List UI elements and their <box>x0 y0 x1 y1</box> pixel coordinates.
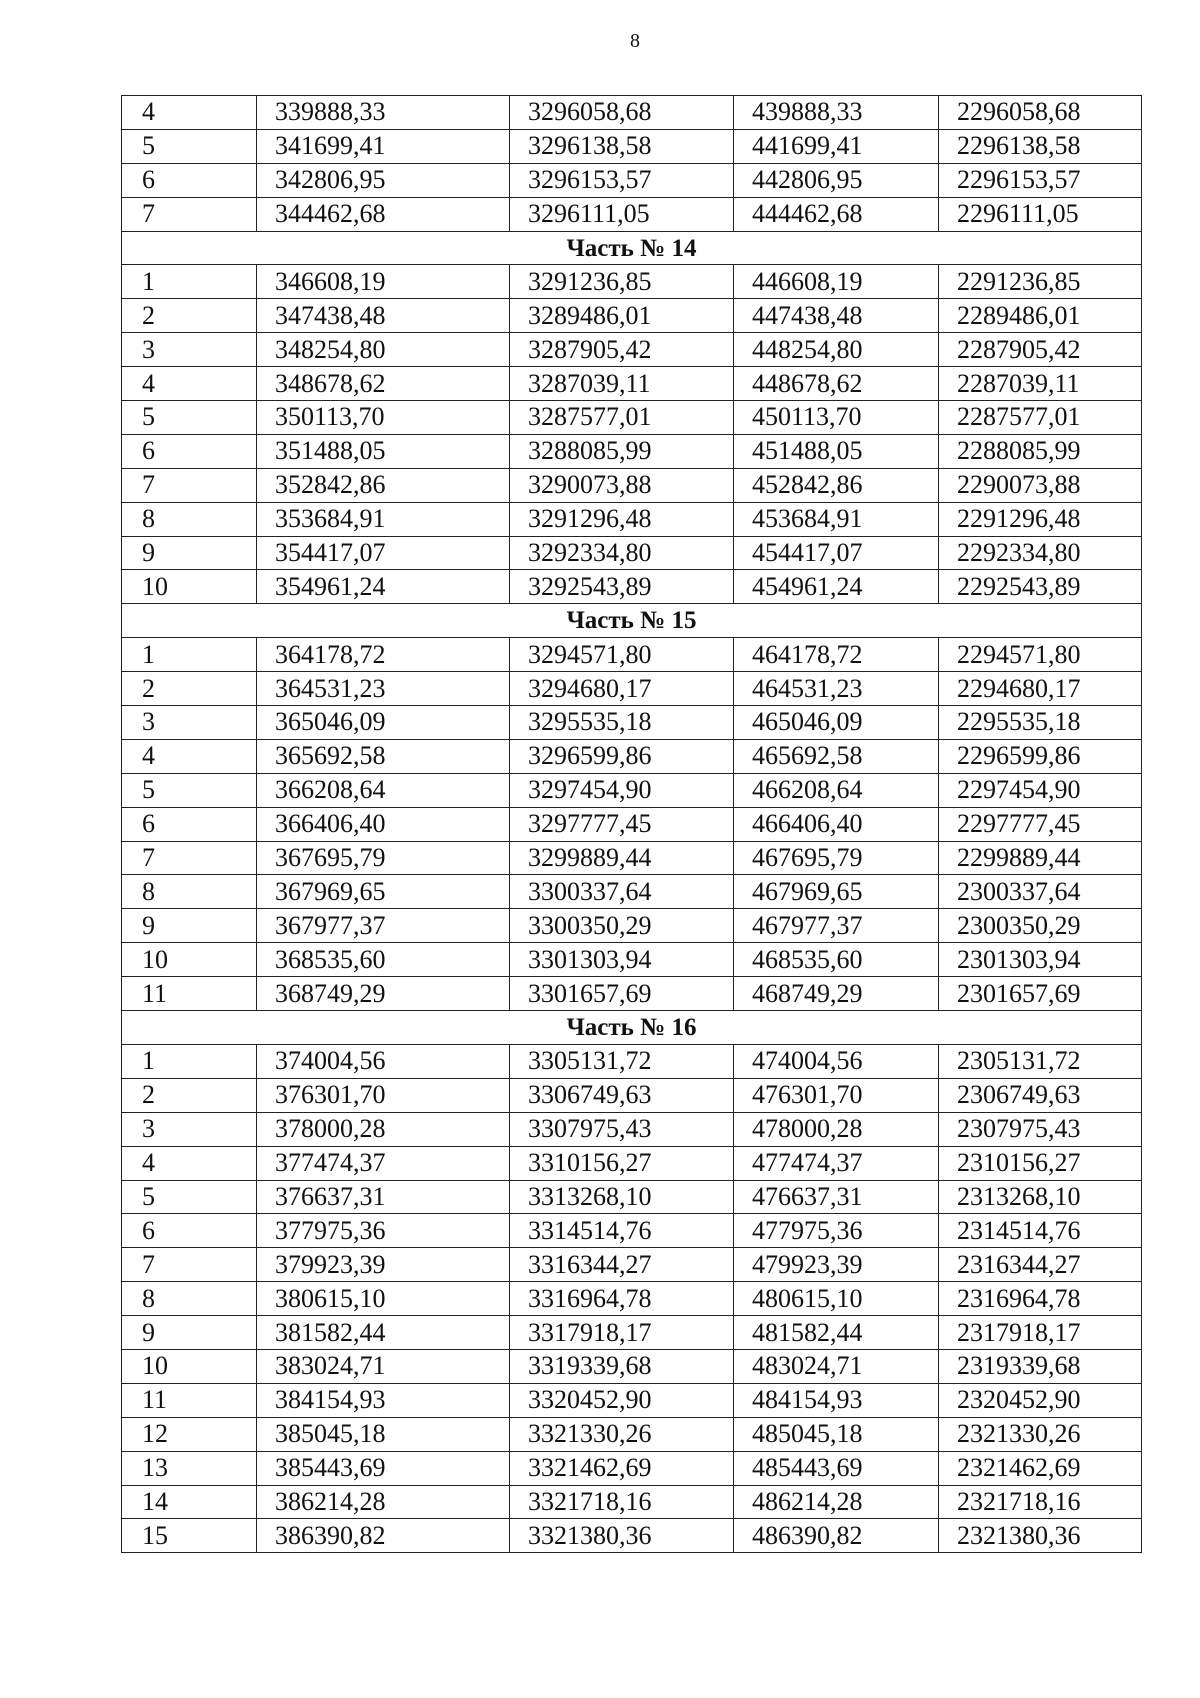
y-coordinate-cell: 3317918,17 <box>510 1316 734 1350</box>
y-coordinate-cell: 3297454,90 <box>510 773 734 807</box>
y2-coordinate-cell: 2300337,64 <box>939 875 1142 909</box>
y-coordinate-cell: 3287905,42 <box>510 333 734 367</box>
x-coordinate-cell: 367969,65 <box>257 875 510 909</box>
y2-coordinate-cell: 2321380,36 <box>939 1519 1142 1553</box>
table-row <box>122 401 1142 435</box>
x-coordinate-cell: 368535,60 <box>257 943 510 977</box>
x-coordinate-cell: 367695,79 <box>257 841 510 875</box>
y-coordinate-cell: 3294680,17 <box>510 672 734 706</box>
y2-coordinate-cell: 2301657,69 <box>939 977 1142 1011</box>
section-heading: Часть № 15 <box>122 604 1142 638</box>
point-number-cell: 6 <box>122 807 257 841</box>
point-number-cell: 3 <box>122 706 257 740</box>
y2-coordinate-cell: 2296599,86 <box>939 739 1142 773</box>
table-row <box>122 706 1142 740</box>
x2-coordinate-cell: 485443,69 <box>734 1451 939 1485</box>
y-coordinate-cell: 3296058,68 <box>510 96 734 130</box>
x2-coordinate-cell: 467695,79 <box>734 841 939 875</box>
x2-coordinate-cell: 481582,44 <box>734 1316 939 1350</box>
x2-coordinate-cell: 439888,33 <box>734 96 939 130</box>
y2-coordinate-cell: 2296058,68 <box>939 96 1142 130</box>
y2-coordinate-cell: 2297454,90 <box>939 773 1142 807</box>
y-coordinate-cell: 3314514,76 <box>510 1214 734 1248</box>
y-coordinate-cell: 3319339,68 <box>510 1349 734 1383</box>
x2-coordinate-cell: 466406,40 <box>734 807 939 841</box>
y-coordinate-cell: 3292543,89 <box>510 570 734 604</box>
x2-coordinate-cell: 480615,10 <box>734 1282 939 1316</box>
point-number-cell: 6 <box>122 434 257 468</box>
y-coordinate-cell: 3291296,48 <box>510 502 734 536</box>
y2-coordinate-cell: 2321462,69 <box>939 1451 1142 1485</box>
y2-coordinate-cell: 2310156,27 <box>939 1146 1142 1180</box>
x2-coordinate-cell: 468535,60 <box>734 943 939 977</box>
x-coordinate-cell: 353684,91 <box>257 502 510 536</box>
table-row <box>122 1316 1142 1350</box>
point-number-cell: 2 <box>122 299 257 333</box>
y2-coordinate-cell: 2317918,17 <box>939 1316 1142 1350</box>
y-coordinate-cell: 3295535,18 <box>510 706 734 740</box>
x-coordinate-cell: 384154,93 <box>257 1383 510 1417</box>
x-coordinate-cell: 376637,31 <box>257 1180 510 1214</box>
x2-coordinate-cell: 448678,62 <box>734 367 939 401</box>
x-coordinate-cell: 342806,95 <box>257 163 510 197</box>
section-heading: Часть № 14 <box>122 231 1142 265</box>
y2-coordinate-cell: 2294571,80 <box>939 638 1142 672</box>
point-number-cell: 15 <box>122 1519 257 1553</box>
x-coordinate-cell: 364178,72 <box>257 638 510 672</box>
point-number-cell: 13 <box>122 1451 257 1485</box>
table-row <box>122 807 1142 841</box>
x2-coordinate-cell: 454961,24 <box>734 570 939 604</box>
y-coordinate-cell: 3292334,80 <box>510 536 734 570</box>
x-coordinate-cell: 339888,33 <box>257 96 510 130</box>
table-row <box>122 1519 1142 1553</box>
x-coordinate-cell: 365692,58 <box>257 739 510 773</box>
table-row <box>122 977 1142 1011</box>
x2-coordinate-cell: 479923,39 <box>734 1248 939 1282</box>
x2-coordinate-cell: 483024,71 <box>734 1349 939 1383</box>
x2-coordinate-cell: 452842,86 <box>734 468 939 502</box>
y2-coordinate-cell: 2319339,68 <box>939 1349 1142 1383</box>
y-coordinate-cell: 3289486,01 <box>510 299 734 333</box>
y2-coordinate-cell: 2291236,85 <box>939 265 1142 299</box>
point-number-cell: 10 <box>122 943 257 977</box>
x2-coordinate-cell: 486390,82 <box>734 1519 939 1553</box>
section-heading-row <box>122 231 1142 265</box>
table-row <box>122 773 1142 807</box>
y-coordinate-cell: 3321380,36 <box>510 1519 734 1553</box>
x2-coordinate-cell: 464531,23 <box>734 672 939 706</box>
point-number-cell: 3 <box>122 1112 257 1146</box>
table-row <box>122 129 1142 163</box>
x-coordinate-cell: 378000,28 <box>257 1112 510 1146</box>
y2-coordinate-cell: 2320452,90 <box>939 1383 1142 1417</box>
table-row <box>122 1485 1142 1519</box>
point-number-cell: 1 <box>122 638 257 672</box>
table-row <box>122 197 1142 231</box>
y2-coordinate-cell: 2300350,29 <box>939 909 1142 943</box>
point-number-cell: 5 <box>122 1180 257 1214</box>
section-heading-row <box>122 604 1142 638</box>
x2-coordinate-cell: 467969,65 <box>734 875 939 909</box>
table-row <box>122 367 1142 401</box>
y2-coordinate-cell: 2299889,44 <box>939 841 1142 875</box>
table-row <box>122 434 1142 468</box>
x-coordinate-cell: 368749,29 <box>257 977 510 1011</box>
table-row <box>122 672 1142 706</box>
y2-coordinate-cell: 2321718,16 <box>939 1485 1142 1519</box>
table-row <box>122 1349 1142 1383</box>
y2-coordinate-cell: 2316344,27 <box>939 1248 1142 1282</box>
y-coordinate-cell: 3290073,88 <box>510 468 734 502</box>
point-number-cell: 9 <box>122 1316 257 1350</box>
y2-coordinate-cell: 2296111,05 <box>939 197 1142 231</box>
table-row <box>122 909 1142 943</box>
table-row <box>122 1451 1142 1485</box>
point-number-cell: 2 <box>122 672 257 706</box>
y-coordinate-cell: 3300337,64 <box>510 875 734 909</box>
y2-coordinate-cell: 2289486,01 <box>939 299 1142 333</box>
x2-coordinate-cell: 450113,70 <box>734 401 939 435</box>
point-number-cell: 4 <box>122 1146 257 1180</box>
table-row <box>122 163 1142 197</box>
y2-coordinate-cell: 2288085,99 <box>939 434 1142 468</box>
point-number-cell: 9 <box>122 536 257 570</box>
x-coordinate-cell: 341699,41 <box>257 129 510 163</box>
x-coordinate-cell: 344462,68 <box>257 197 510 231</box>
y-coordinate-cell: 3296153,57 <box>510 163 734 197</box>
table-row <box>122 1417 1142 1451</box>
x-coordinate-cell: 347438,48 <box>257 299 510 333</box>
table-row <box>122 875 1142 909</box>
x2-coordinate-cell: 464178,72 <box>734 638 939 672</box>
x-coordinate-cell: 348678,62 <box>257 367 510 401</box>
y-coordinate-cell: 3291236,85 <box>510 265 734 299</box>
x-coordinate-cell: 385045,18 <box>257 1417 510 1451</box>
point-number-cell: 7 <box>122 468 257 502</box>
y-coordinate-cell: 3296599,86 <box>510 739 734 773</box>
y-coordinate-cell: 3306749,63 <box>510 1078 734 1112</box>
point-number-cell: 7 <box>122 1248 257 1282</box>
point-number-cell: 6 <box>122 163 257 197</box>
x2-coordinate-cell: 442806,95 <box>734 163 939 197</box>
y-coordinate-cell: 3320452,90 <box>510 1383 734 1417</box>
x2-coordinate-cell: 485045,18 <box>734 1417 939 1451</box>
x2-coordinate-cell: 468749,29 <box>734 977 939 1011</box>
x-coordinate-cell: 354417,07 <box>257 536 510 570</box>
point-number-cell: 7 <box>122 841 257 875</box>
y2-coordinate-cell: 2294680,17 <box>939 672 1142 706</box>
x2-coordinate-cell: 476301,70 <box>734 1078 939 1112</box>
point-number-cell: 12 <box>122 1417 257 1451</box>
y2-coordinate-cell: 2307975,43 <box>939 1112 1142 1146</box>
y-coordinate-cell: 3296138,58 <box>510 129 734 163</box>
table-row <box>122 1214 1142 1248</box>
x-coordinate-cell: 386390,82 <box>257 1519 510 1553</box>
point-number-cell: 6 <box>122 1214 257 1248</box>
x-coordinate-cell: 377975,36 <box>257 1214 510 1248</box>
y-coordinate-cell: 3321462,69 <box>510 1451 734 1485</box>
x2-coordinate-cell: 486214,28 <box>734 1485 939 1519</box>
table-row <box>122 638 1142 672</box>
x-coordinate-cell: 346608,19 <box>257 265 510 299</box>
y-coordinate-cell: 3301303,94 <box>510 943 734 977</box>
table-row <box>122 943 1142 977</box>
x-coordinate-cell: 365046,09 <box>257 706 510 740</box>
x2-coordinate-cell: 448254,80 <box>734 333 939 367</box>
y2-coordinate-cell: 2292334,80 <box>939 536 1142 570</box>
x-coordinate-cell: 376301,70 <box>257 1078 510 1112</box>
section-heading: Часть № 16 <box>122 1011 1142 1045</box>
y-coordinate-cell: 3310156,27 <box>510 1146 734 1180</box>
point-number-cell: 5 <box>122 129 257 163</box>
y-coordinate-cell: 3296111,05 <box>510 197 734 231</box>
table-row <box>122 570 1142 604</box>
table-row <box>122 1146 1142 1180</box>
x2-coordinate-cell: 467977,37 <box>734 909 939 943</box>
y-coordinate-cell: 3321718,16 <box>510 1485 734 1519</box>
table-row <box>122 841 1142 875</box>
table-row <box>122 1112 1142 1146</box>
y2-coordinate-cell: 2316964,78 <box>939 1282 1142 1316</box>
table-row <box>122 265 1142 299</box>
table-row <box>122 1180 1142 1214</box>
x-coordinate-cell: 352842,86 <box>257 468 510 502</box>
y2-coordinate-cell: 2287905,42 <box>939 333 1142 367</box>
y2-coordinate-cell: 2292543,89 <box>939 570 1142 604</box>
table-row <box>122 1383 1142 1417</box>
y2-coordinate-cell: 2287039,11 <box>939 367 1142 401</box>
x2-coordinate-cell: 451488,05 <box>734 434 939 468</box>
y-coordinate-cell: 3287577,01 <box>510 401 734 435</box>
y-coordinate-cell: 3294571,80 <box>510 638 734 672</box>
x2-coordinate-cell: 454417,07 <box>734 536 939 570</box>
y2-coordinate-cell: 2287577,01 <box>939 401 1142 435</box>
x-coordinate-cell: 350113,70 <box>257 401 510 435</box>
y-coordinate-cell: 3288085,99 <box>510 434 734 468</box>
point-number-cell: 10 <box>122 1349 257 1383</box>
y2-coordinate-cell: 2301303,94 <box>939 943 1142 977</box>
y2-coordinate-cell: 2296138,58 <box>939 129 1142 163</box>
x2-coordinate-cell: 477975,36 <box>734 1214 939 1248</box>
y2-coordinate-cell: 2305131,72 <box>939 1044 1142 1078</box>
table-row <box>122 1044 1142 1078</box>
x-coordinate-cell: 366208,64 <box>257 773 510 807</box>
x2-coordinate-cell: 466208,64 <box>734 773 939 807</box>
x-coordinate-cell: 366406,40 <box>257 807 510 841</box>
point-number-cell: 14 <box>122 1485 257 1519</box>
y-coordinate-cell: 3299889,44 <box>510 841 734 875</box>
coordinates-table <box>121 95 1142 1553</box>
y-coordinate-cell: 3305131,72 <box>510 1044 734 1078</box>
x2-coordinate-cell: 484154,93 <box>734 1383 939 1417</box>
table-row <box>122 1078 1142 1112</box>
y2-coordinate-cell: 2295535,18 <box>939 706 1142 740</box>
point-number-cell: 9 <box>122 909 257 943</box>
page-number: 8 <box>630 30 640 52</box>
point-number-cell: 1 <box>122 265 257 299</box>
table-row <box>122 536 1142 570</box>
x2-coordinate-cell: 444462,68 <box>734 197 939 231</box>
x-coordinate-cell: 374004,56 <box>257 1044 510 1078</box>
x-coordinate-cell: 383024,71 <box>257 1349 510 1383</box>
coordinates-table-body <box>122 96 1142 1553</box>
x-coordinate-cell: 354961,24 <box>257 570 510 604</box>
y2-coordinate-cell: 2314514,76 <box>939 1214 1142 1248</box>
x2-coordinate-cell: 441699,41 <box>734 129 939 163</box>
point-number-cell: 4 <box>122 96 257 130</box>
y-coordinate-cell: 3297777,45 <box>510 807 734 841</box>
point-number-cell: 11 <box>122 1383 257 1417</box>
x-coordinate-cell: 385443,69 <box>257 1451 510 1485</box>
point-number-cell: 8 <box>122 875 257 909</box>
x-coordinate-cell: 386214,28 <box>257 1485 510 1519</box>
y-coordinate-cell: 3287039,11 <box>510 367 734 401</box>
y-coordinate-cell: 3300350,29 <box>510 909 734 943</box>
x-coordinate-cell: 364531,23 <box>257 672 510 706</box>
point-number-cell: 1 <box>122 1044 257 1078</box>
x2-coordinate-cell: 447438,48 <box>734 299 939 333</box>
table-row <box>122 468 1142 502</box>
x2-coordinate-cell: 465692,58 <box>734 739 939 773</box>
point-number-cell: 4 <box>122 739 257 773</box>
section-heading-row <box>122 1011 1142 1045</box>
x-coordinate-cell: 367977,37 <box>257 909 510 943</box>
table-row <box>122 502 1142 536</box>
table-row <box>122 1248 1142 1282</box>
x2-coordinate-cell: 465046,09 <box>734 706 939 740</box>
x2-coordinate-cell: 478000,28 <box>734 1112 939 1146</box>
x-coordinate-cell: 351488,05 <box>257 434 510 468</box>
y2-coordinate-cell: 2291296,48 <box>939 502 1142 536</box>
point-number-cell: 4 <box>122 367 257 401</box>
y2-coordinate-cell: 2313268,10 <box>939 1180 1142 1214</box>
y2-coordinate-cell: 2321330,26 <box>939 1417 1142 1451</box>
x-coordinate-cell: 379923,39 <box>257 1248 510 1282</box>
y-coordinate-cell: 3321330,26 <box>510 1417 734 1451</box>
y-coordinate-cell: 3316344,27 <box>510 1248 734 1282</box>
point-number-cell: 8 <box>122 1282 257 1316</box>
x-coordinate-cell: 381582,44 <box>257 1316 510 1350</box>
point-number-cell: 5 <box>122 401 257 435</box>
y-coordinate-cell: 3313268,10 <box>510 1180 734 1214</box>
x-coordinate-cell: 348254,80 <box>257 333 510 367</box>
table-row <box>122 333 1142 367</box>
point-number-cell: 8 <box>122 502 257 536</box>
y2-coordinate-cell: 2290073,88 <box>939 468 1142 502</box>
point-number-cell: 5 <box>122 773 257 807</box>
point-number-cell: 11 <box>122 977 257 1011</box>
x-coordinate-cell: 377474,37 <box>257 1146 510 1180</box>
y2-coordinate-cell: 2297777,45 <box>939 807 1142 841</box>
x2-coordinate-cell: 477474,37 <box>734 1146 939 1180</box>
table-row <box>122 299 1142 333</box>
y2-coordinate-cell: 2296153,57 <box>939 163 1142 197</box>
x-coordinate-cell: 380615,10 <box>257 1282 510 1316</box>
x2-coordinate-cell: 476637,31 <box>734 1180 939 1214</box>
x2-coordinate-cell: 446608,19 <box>734 265 939 299</box>
point-number-cell: 7 <box>122 197 257 231</box>
point-number-cell: 3 <box>122 333 257 367</box>
x2-coordinate-cell: 474004,56 <box>734 1044 939 1078</box>
y-coordinate-cell: 3301657,69 <box>510 977 734 1011</box>
x2-coordinate-cell: 453684,91 <box>734 502 939 536</box>
point-number-cell: 10 <box>122 570 257 604</box>
y-coordinate-cell: 3316964,78 <box>510 1282 734 1316</box>
y2-coordinate-cell: 2306749,63 <box>939 1078 1142 1112</box>
table-row <box>122 1282 1142 1316</box>
point-number-cell: 2 <box>122 1078 257 1112</box>
table-row <box>122 96 1142 130</box>
table-row <box>122 739 1142 773</box>
y-coordinate-cell: 3307975,43 <box>510 1112 734 1146</box>
